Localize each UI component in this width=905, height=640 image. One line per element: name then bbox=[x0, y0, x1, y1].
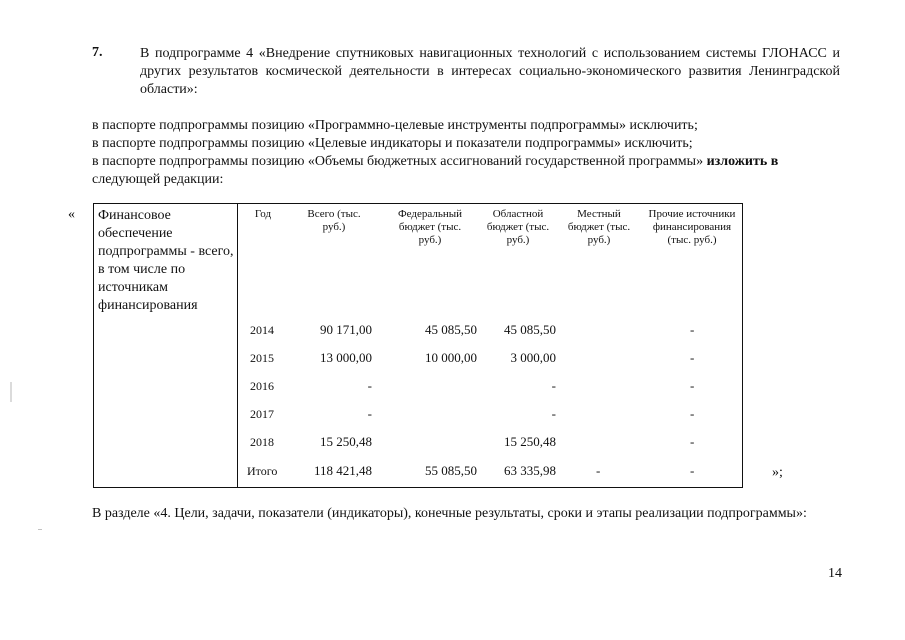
row-year: 2018 bbox=[250, 435, 274, 449]
row-year: 2014 bbox=[250, 323, 274, 337]
header-local: Местный бюджет (тыс. руб.) bbox=[567, 208, 631, 246]
instruction-3-tail: следующей редакции: bbox=[92, 172, 224, 187]
row-other: - bbox=[690, 434, 695, 449]
row-year: 2017 bbox=[250, 407, 274, 421]
row-total: 15 250,48 bbox=[320, 434, 372, 449]
section-number: 7. bbox=[92, 45, 103, 60]
row-regional: 15 250,48 bbox=[504, 434, 556, 449]
row-total: 90 171,00 bbox=[320, 322, 372, 337]
row-other: - bbox=[690, 350, 695, 365]
instruction-3-text: в паспорте подпрограммы позицию «Объемы бюджетных ассигнований государственной программы» bbox=[92, 154, 704, 169]
row-total: - bbox=[367, 406, 372, 421]
header-total: Всего (тыс. руб.) bbox=[307, 208, 361, 233]
row-federal: 45 085,50 bbox=[425, 322, 477, 337]
section-heading: В подпрограмме 4 «Внедрение спутниковых навигационных технологий с использованием системы ГЛОНАСС и других результатов космической деятельности в интересах социально-экономического развития Ленинградской области»: bbox=[140, 46, 840, 97]
header-regional: Областной бюджет (тыс. руб.) bbox=[486, 208, 550, 246]
close-quote: »; bbox=[772, 465, 783, 480]
finance-label: Финансовое обеспечение подпрограммы - всего, в том числе по источникам финансирования bbox=[98, 208, 234, 313]
page-number: 14 bbox=[828, 566, 842, 581]
instruction-3-bold: изложить в bbox=[706, 154, 779, 169]
scan-speck bbox=[10, 382, 12, 402]
row-other: - bbox=[690, 406, 695, 421]
row-regional: 45 085,50 bbox=[504, 322, 556, 337]
scan-speck bbox=[38, 529, 42, 530]
row-other: - bbox=[690, 463, 695, 478]
row-regional: - bbox=[551, 378, 556, 393]
instruction-2: в паспорте подпрограммы позицию «Целевые индикаторы и показатели подпрограммы» исключить; bbox=[92, 136, 693, 151]
row-year: 2016 bbox=[250, 379, 274, 393]
header-year: Год bbox=[254, 208, 272, 220]
row-regional: - bbox=[551, 406, 556, 421]
instruction-3 bbox=[92, 153, 842, 189]
instruction-1: в паспорте подпрограммы позицию «Программно-целевые инструменты подпрограммы» исключить; bbox=[92, 118, 698, 133]
header-federal: Федеральный бюджет (тыс. руб.) bbox=[397, 208, 463, 246]
row-federal: 10 000,00 bbox=[425, 350, 477, 365]
row-federal: 55 085,50 bbox=[425, 463, 477, 478]
row-total: - bbox=[367, 378, 372, 393]
row-regional: 3 000,00 bbox=[510, 350, 556, 365]
row-year: Итого bbox=[247, 464, 278, 478]
row-total: 13 000,00 bbox=[320, 350, 372, 365]
row-other: - bbox=[690, 378, 695, 393]
closing-paragraph: В разделе «4. Цели, задачи, показатели (индикаторы), конечные результаты, сроки и этапы реализации подпрограммы»: bbox=[92, 506, 807, 521]
row-local: - bbox=[596, 463, 601, 478]
row-regional: 63 335,98 bbox=[504, 463, 556, 478]
open-quote: « bbox=[68, 207, 75, 222]
row-year: 2015 bbox=[250, 351, 274, 365]
header-other: Прочие источники финансирования (тыс. руб.) bbox=[648, 208, 736, 246]
row-other: - bbox=[690, 322, 695, 337]
row-total: 118 421,48 bbox=[313, 463, 372, 478]
